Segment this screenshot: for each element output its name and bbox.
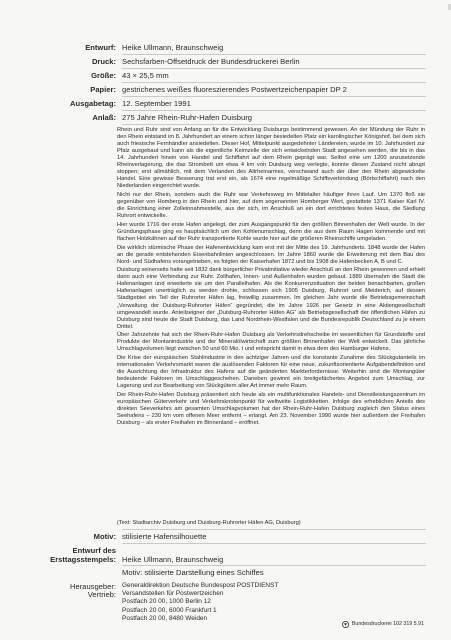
divider xyxy=(122,543,426,544)
groesse-label: Größe: xyxy=(91,71,116,80)
ersttag-motiv: Motiv: stilisierte Darstellung eines Schiffes xyxy=(122,568,264,577)
paragraph: Die Krise der europäischen Stahlindustrie in den achtziger Jahren und die konstante Zunahme des Stückgutanteils im internationalen Verkehrsmarkt waren die auslösenden Faktoren für eine neue, zukunftsorientierte Aufgabendefinition und die Ausrichtung der Infrastruktur des Hafens auf die geänderten Markterfordernisse. Weiterhin sind die Montangüter bedeutende Faktoren im Umschlaggeschehen. Daneben gewinnt ein breitgefächertes Angebot zum Umschlag, zur Lagerung und zur Bearbeitung von Stückgütern aller Art immer mehr Raum. xyxy=(117,355,425,390)
divider xyxy=(122,96,426,97)
vertrieb-label: Vertrieb: xyxy=(87,590,116,600)
motiv-value: stilisierte Hafensilhouette xyxy=(122,532,207,541)
entwurf-value: Heike Ullmann, Braunschweig xyxy=(122,43,224,52)
motiv-label: Motiv: xyxy=(93,532,116,541)
ersttag-value: Heike Ullmann, Braunschweig xyxy=(122,555,224,564)
paragraph: Nicht nur der Rhein, sondern auch die Ruhr war Verkehrsweg im Mittelalter häufiger ihren Lauf. Um 1370 floß sie gegenüber von Homberg in den Rhein und hier, auf dem sogenannten Homberger Wert, gestattete 1371 Kaiser Karl IV. die Einrichtung einer Zolleinnahmestelle, aus der sich, im Anschluß an ein dort errichtetes festes Haus, die Siedlung Ruhrort entwickelte. xyxy=(117,192,425,220)
publisher-address xyxy=(122,582,278,623)
papier-label: Papier: xyxy=(90,85,116,94)
papier-value: gestrichenes weißes fluoreszierendes Postwertzeichenpapier DP 2 xyxy=(122,85,347,94)
ausgabetag-value: 12. September 1991 xyxy=(122,99,191,108)
ersttag-label-line2: Ersttagsstempels: xyxy=(50,555,116,564)
divider xyxy=(122,54,426,55)
herausgeber-label: Herausgeber: xyxy=(69,582,116,591)
publisher-line: Postfach 20 00, 8480 Weiden xyxy=(122,614,208,622)
entwurf-label: Entwurf: xyxy=(85,43,116,52)
paragraph: Der Rhein-Ruhr-Hafen Duisburg präsentiert sich heute als ein multifunktionales Handels- und Dienstleistungszentrum im europäischen Güterverkehr und Verkehrsknotenpunkt für weltweite Logistikketten. Infolge des erheblichen Anteils des direkten Seeverkehrs am gesamten Umschlagvolumen hat der Rhein-Ruhr-Hafen Duisburg zugleich den Status eines Seehafens – 230 km vom offenen Meer entfernt – erlangt. Am 23. November 1990 wurde hier außerdem der Freihafen Duisburg – als erster Freihafen im Binnenland – eröffnet. xyxy=(117,391,425,427)
anlass-value: 275 Jahre Rhein-Ruhr-Hafen Duisburg xyxy=(122,113,253,122)
divider xyxy=(122,565,426,566)
publisher-line: Postfach 20 00, 6000 Frankfurt 1 xyxy=(122,606,217,614)
bundesdruckerei-logo-icon xyxy=(342,621,349,628)
paragraph: Über Jahrzehnte hat sich der Rhein-Ruhr-Hafen Duisburg als Verkehrsdrehscheibe im wesentlichen für Grundstoffe und Produkte der Montanindustrie und der Mineralölwirtschaft zum größten Binnenhafen der Welt entwickelt. Das jährliche Umschlagvolumen liegt zwischen 50 und 60 Mio. t und entspricht damit in etwa dem des Hamburger Hafens. xyxy=(117,332,425,353)
imprint xyxy=(342,621,424,628)
divider xyxy=(122,82,426,83)
groesse-value: 43 × 25,5 mm xyxy=(122,71,169,80)
source-note: (Text: Stadtarchiv Duisburg und Duisburg-Ruhrorter Häfen AG, Duisburg) xyxy=(117,520,301,526)
publisher-line: Postfach 20 00, 1000 Berlin 12 xyxy=(122,598,211,606)
ausgabetag-label: Ausgabetag: xyxy=(70,99,116,108)
imprint-text: Bundesdruckerei 102 319 5.91 xyxy=(351,621,424,627)
divider xyxy=(122,529,426,530)
paragraph: Rhein und Ruhr sind von Anfang an für die Entwicklung Duisburgs bestimmend gewesen. An der Mündung der Ruhr in den Rhein entstand im 8. Jahrhundert an einem schon länger besiedelten Platz ein karolingischer Königshof, bei dem sich auch friesische Fernhändler ansiedelten. Dieser Hof, Mittelpunkt ausgedehnter Ländereien, wurde im 10. Jahrhundert zur Pfalz ausgebaut und kann als die eigentliche Keimzelle der sich entwickelnden Stadt angesehen werden, die bis in das 14. Jahrhundert hinein von Handel und Schiffahrt auf dem Rhein geprägt war. Selbst eine um 1200 anzusetzende Rheinverlagerung, die das Strombett um etwa 4 km von Duisburg weg verlegte, konnte diesen Zustand nicht abrupt stoppen; erst allmählich, mit dem Verlanden des Altrheinarmes, verschwand auch der über den Rhein abgewickelte Handel. Eine gewisse Besserung trat erst ein, als 1674 eine regelmäßige Schiffsverbindung (Börtschiffahrt) nach den Niederlanden eingerichtet wurde. xyxy=(117,127,425,190)
druck-label: Druck: xyxy=(91,57,116,66)
paragraph: Duisburg seinerseits hatte seit 1832 dank bürgerlicher Privatinitiative wieder Anschluß an den Rhein gewonnen und erhielt dann auch eine Verbindung zur Ruhr. Zollhafen, Innen- und Außenhafen wurden gebaut. 1889 übernahm die Stadt die Hafenanlagen und erweiterte sie um den Parallelhafen. Als die Konkurrenzsituation der beiden benachbarten, großen Hafenanlagen unerträglich zu werden drohte, schlossen sich 1905 Duisburg, Ruhrort und Meiderich, auf dessen Stadtgebiet ein Teil der Ruhrorter Häfen lag, freiwillig zusammen. Im gleichen Jahr wurde die Betriebsgemeinschaft „Verwaltung der Duisburg-Ruhrorter Häfen“ gegründet, die im Jahre 1926 per Gesetz in eine Aktiengesellschaft umgewandelt wurde. Anteilseigner der „Duisburg-Ruhrorter Häfen AG“ als Betriebsgesellschaft der öffentlichen Häfen zu Duisburg sind heute die Stadt Duisburg, das Land Nordrhein-Westfalen und die Bundesrepublik Deutschland zu je einem Drittel. xyxy=(117,267,425,330)
ersttag-label-line1: Entwurf des xyxy=(72,546,116,555)
paragraph: Die wirklich stürmische Phase der Hafenentwicklung kam erst mit der Mitte des 19. Jahrhunderts. 1848 wurde der Hafen an die gerade entstehenden Eisenbahnlinien angeschlossen. Im Jahre 1860 wurde die Erweiterung mit dem Bau des Nord- und Südhafens vorangetrieben, es folgten der Kaiserhafen 1872 und bis 1908 die Hafenbecken A, B und C. xyxy=(117,244,425,265)
divider xyxy=(122,110,426,111)
druck-value: Sechsfarben-Offsetdruck der Bundesdruckerei Berlin xyxy=(122,57,300,66)
publisher-line: Versandstellen für Postwertzeichen xyxy=(122,590,224,598)
divider xyxy=(122,124,426,125)
publisher-line: Generaldirektion Deutsche Bundespost POSTDIENST xyxy=(122,582,279,589)
paragraph: Hier wurde 1716 der erste Hafen angelegt, der zum Ausgangspunkt für den größten Binnenhafen der Welt wurde. In der Gründungsphase ging es hauptsächlich um den Kohlenumschlag, denn die aus dem Raum Hagen kommende und mit flachen Holzkähnen auf der Ruhr transportierte Kohle wurde hier auf die größeren Rheinschiffe umgeladen. xyxy=(117,221,425,242)
divider xyxy=(122,68,426,69)
body-text xyxy=(117,127,425,429)
anlass-label: Anlaß: xyxy=(92,113,116,122)
